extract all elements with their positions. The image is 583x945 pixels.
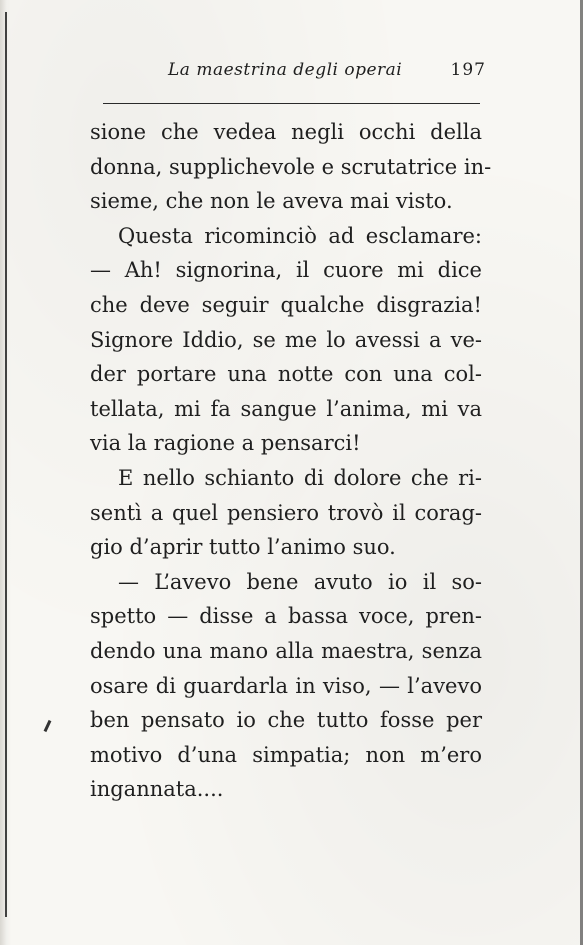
text-line: osare di guardarla in viso, — l’avevo [90, 673, 482, 698]
paragraph-start-line: E nello schianto di dolore che ri- [118, 465, 482, 490]
body-text [90, 115, 492, 807]
binding-edge-line [5, 12, 7, 917]
text-line: der portare una notte con una col- [90, 362, 482, 387]
running-head [168, 60, 486, 86]
text-line: che deve seguir qualche disgrazia! [90, 292, 482, 317]
text-line: Signore Iddio, se me lo avessi a ve- [90, 327, 482, 352]
text-line: spetto — disse a bassa voce, pren- [90, 604, 482, 629]
text-line: ben pensato io che tutto fosse per [90, 708, 482, 733]
text-line: tellata, mi fa sangue l’anima, mi va [90, 396, 482, 421]
text-line: sieme, che non le aveva mai visto. [90, 189, 453, 214]
text-line: motivo d’una simpatia; non m’ero [90, 742, 482, 767]
text-line: via la ragione a pensarci! [90, 431, 361, 456]
text-line: — Ah! signorina, il cuore mi dice [90, 258, 482, 283]
text-line: gio d’aprir tutto l’animo suo. [90, 535, 396, 560]
ink-speck [44, 720, 52, 732]
header-rule [103, 103, 480, 104]
text-line: dendo una mano alla maestra, senza [90, 638, 482, 663]
text-line: donna, supplichevole e scrutatrice in- [90, 154, 492, 179]
text-line: sione che vedea negli occhi della [90, 120, 482, 144]
paragraph-start-line: — L’avevo bene avuto io il so- [118, 569, 482, 594]
paragraph-start-line: Questa ricominciò ad esclamare: [118, 223, 482, 248]
text-line: ingannata.... [90, 777, 224, 802]
running-title: La maestrina degli operai [168, 60, 403, 80]
text-line: sentì a quel pensiero trovò il corag- [90, 500, 482, 525]
page-number: 197 [450, 60, 486, 80]
